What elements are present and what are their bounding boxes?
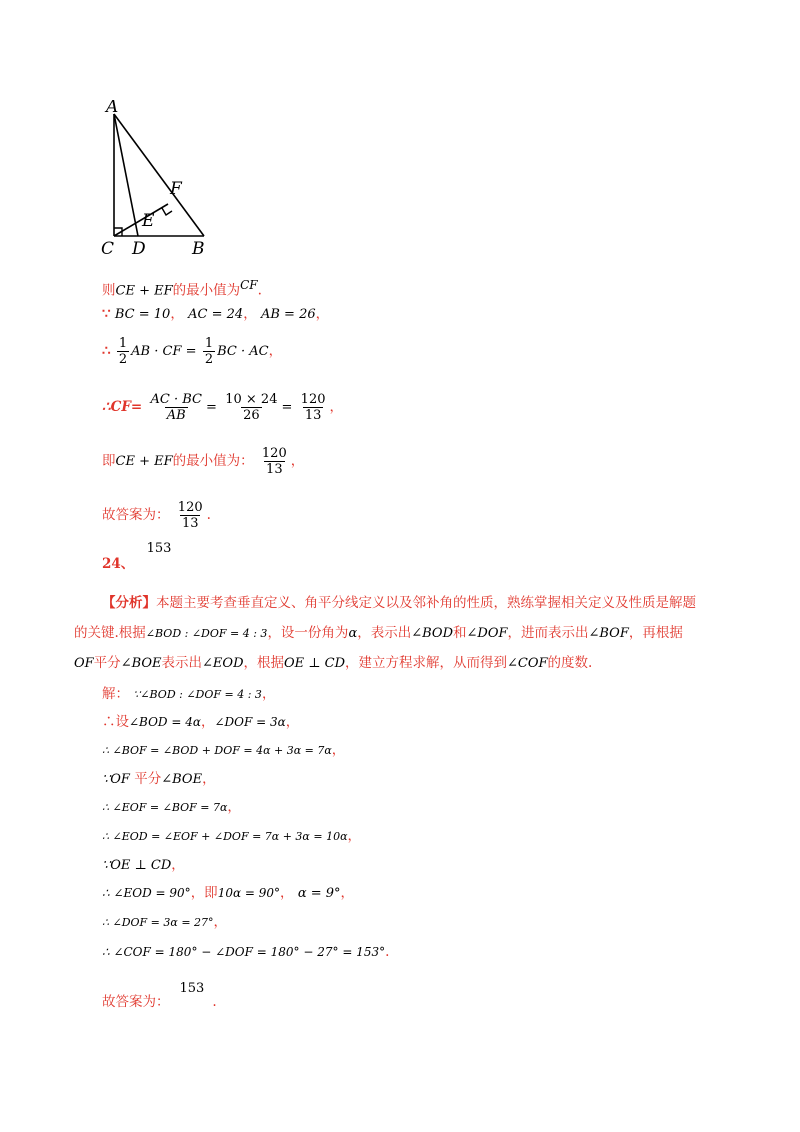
solution-line-3: ∴ $\frac{1}{2}$ AB · CF = $\frac{1}{2}$ BC · AC， xyxy=(102,336,283,367)
analysis-line-2: 的关键.根据∠BOD : ∠DOF = 4 : 3，设一份角为α，表示出∠BOD和∠DOF，进而表示出∠BOF，再根据 xyxy=(74,625,683,641)
solution-line-5: 即CE + EF的最小值为： $\frac{120}{13}$ ， xyxy=(102,446,305,477)
label-E: E xyxy=(142,211,155,231)
solution-line-6: 故答案为： $\frac{120}{13}$ . xyxy=(102,500,211,531)
label-C: C xyxy=(101,239,115,259)
solution-step-3: ∴ ∠BOF = ∠BOD + DOF = 4α + 3α = 7α， xyxy=(102,742,346,758)
question-24-header: 24、 153 xyxy=(102,541,172,572)
analysis-line-1: 【分析】本题主要考查垂直定义、角平分线定义以及邻补角的性质，熟练掌握相关定义及性质是解题 xyxy=(102,595,696,611)
fraction-120-13-c: $\frac{120}{13}$ xyxy=(177,500,203,531)
solution-step-5: ∴ ∠EOF = ∠BOF = 7α， xyxy=(102,799,241,815)
solution-step-7: ∵OE ⊥ CD， xyxy=(102,857,185,873)
fraction-half-1: $\frac{1}{2}$ xyxy=(118,336,128,367)
label-B: B xyxy=(192,239,205,259)
final-answer-line: 故答案为：153. xyxy=(102,981,217,1010)
fraction-120-13-b: $\frac{120}{13}$ xyxy=(261,446,287,477)
label-D: D xyxy=(132,239,146,259)
segment-AD xyxy=(114,114,138,236)
fraction-120-13-a: $\frac{120}{13}$ xyxy=(300,392,326,423)
analysis-line-3: OF平分∠BOE表示出∠EOD，根据OE ⊥ CD，建立方程求解，从而得到∠COF的度数. xyxy=(74,655,593,671)
label-A: A xyxy=(106,100,119,117)
solution-step-9: ∴ ∠DOF = 3α = 27°， xyxy=(102,914,228,930)
solution-step-2: ∴设∠BOD = 4α，∠DOF = 3α， xyxy=(102,714,300,730)
segment-AB xyxy=(114,114,204,236)
solution-line-2: ∵ BC = 10， AC = 24， AB = 26， xyxy=(102,306,330,322)
solution-step-8: ∴ ∠EOD = 90°，即10α = 90°， α = 9°， xyxy=(102,885,355,901)
fraction-ac-bc: $\frac{AC \cdot BC}{AB}$ xyxy=(150,392,203,423)
label-F: F xyxy=(170,179,182,199)
solution-step-6: ∴ ∠EOD = ∠EOF + ∠DOF = 7α + 3α = 10α， xyxy=(102,828,361,844)
triangle-figure xyxy=(96,100,226,260)
solution-step-10: ∴ ∠COF = 180° − ∠DOF = 180° − 27° = 153°. xyxy=(102,944,390,960)
fraction-10x24: $\frac{10 \times 24}{26}$ xyxy=(225,392,278,423)
solution-line-4: ∴CF= $\frac{AC \cdot BC}{AB}$ = $\frac{10 \times 24}{26}$ = $\frac{120}{13}$ ， xyxy=(102,392,343,423)
right-angle-mark-F xyxy=(162,208,172,215)
solution-step-1: 解： ∵∠BOD : ∠DOF = 4 : 3， xyxy=(102,686,276,702)
fraction-half-2: $\frac{1}{2}$ xyxy=(204,336,214,367)
solution-step-4: ∵OF 平分∠BOE， xyxy=(102,771,216,787)
solution-line-1: 则CE + EF的最小值为CF. xyxy=(102,278,262,299)
